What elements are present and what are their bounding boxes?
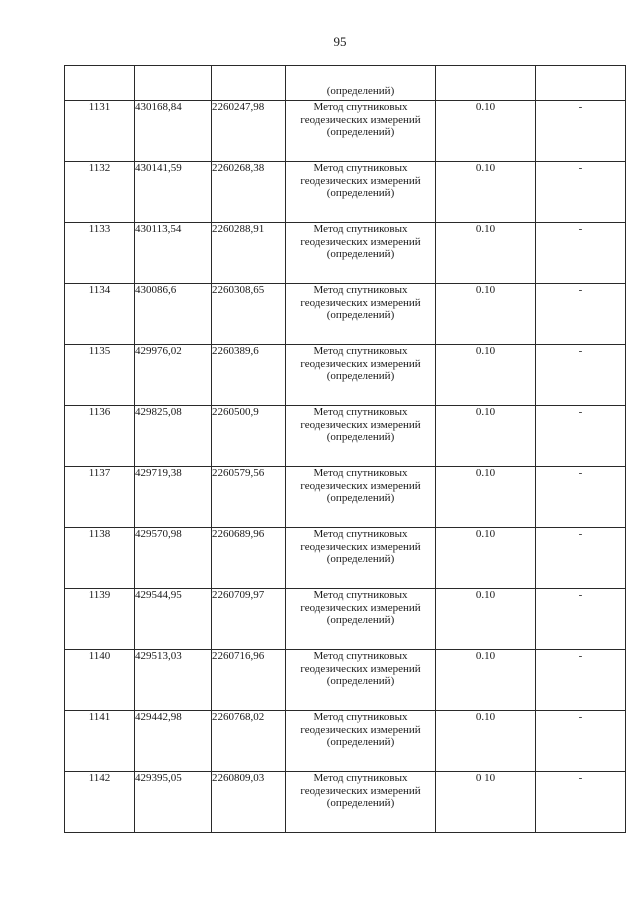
accuracy-value: 0.10 — [436, 467, 536, 528]
method-text: Метод спутниковых — [313, 711, 408, 723]
point-number: 1133 — [65, 223, 135, 284]
method-text: Метод спутниковых — [313, 772, 408, 784]
method-text: Метод спутниковых — [313, 162, 408, 174]
coordinate-y: 2260389,6 — [212, 345, 286, 406]
method-text: (определений) — [326, 675, 395, 688]
point-number: 1134 — [65, 284, 135, 345]
method-cell — [286, 650, 436, 711]
accuracy-value: 0.10 — [436, 162, 536, 223]
method-cell — [286, 406, 436, 467]
note-cell: - — [536, 284, 626, 345]
method-cell — [286, 101, 436, 162]
point-number: 1138 — [65, 528, 135, 589]
note-cell: - — [536, 711, 626, 772]
method-text: Метод спутниковых — [313, 589, 408, 601]
method-cell — [286, 284, 436, 345]
accuracy-value: 0.10 — [436, 650, 536, 711]
coordinates-table — [64, 65, 626, 833]
point-number: 1137 — [65, 467, 135, 528]
coordinate-y: 2260689,96 — [212, 528, 286, 589]
empty-cell — [212, 66, 286, 101]
point-number: 1131 — [65, 101, 135, 162]
table-row — [65, 467, 626, 528]
method-text: (определений) — [326, 187, 395, 200]
method-text: Метод спутниковых — [313, 467, 408, 479]
empty-cell — [65, 66, 135, 101]
point-number: 1136 — [65, 406, 135, 467]
accuracy-value: 0.10 — [436, 223, 536, 284]
accuracy-value: 0.10 — [436, 711, 536, 772]
method-text: Метод спутниковых — [313, 284, 408, 296]
coordinate-x: 430086,6 — [135, 284, 212, 345]
note-cell: - — [536, 345, 626, 406]
note-cell: - — [536, 223, 626, 284]
point-number: 1142 — [65, 772, 135, 833]
table-row — [65, 345, 626, 406]
method-text: геодезических измерений — [300, 357, 421, 370]
method-text: геодезических измерений — [300, 296, 421, 309]
empty-cell — [135, 66, 212, 101]
accuracy-value: 0.10 — [436, 528, 536, 589]
coordinate-y: 2260579,56 — [212, 467, 286, 528]
accuracy-value: 0.10 — [436, 589, 536, 650]
note-cell: - — [536, 101, 626, 162]
method-text: (определений) — [326, 370, 395, 383]
coordinate-x: 430141,59 — [135, 162, 212, 223]
method-text: геодезических измерений — [300, 479, 421, 492]
accuracy-value: 0.10 — [436, 406, 536, 467]
note-cell: - — [536, 467, 626, 528]
method-cell — [286, 589, 436, 650]
coordinate-x: 429570,98 — [135, 528, 212, 589]
table-row — [65, 406, 626, 467]
method-cell — [286, 467, 436, 528]
method-text: геодезических измерений — [300, 723, 421, 736]
coordinate-x: 429825,08 — [135, 406, 212, 467]
coordinate-y: 2260809,03 — [212, 772, 286, 833]
point-number: 1132 — [65, 162, 135, 223]
table-row — [65, 650, 626, 711]
method-text: Метод спутниковых — [313, 101, 408, 113]
accuracy-value: 0 10 — [436, 772, 536, 833]
note-cell: - — [536, 162, 626, 223]
note-cell: - — [536, 650, 626, 711]
point-number: 1141 — [65, 711, 135, 772]
point-number: 1140 — [65, 650, 135, 711]
method-text: геодезических измерений — [300, 540, 421, 553]
accuracy-value: 0.10 — [436, 101, 536, 162]
method-text: (определений) — [326, 797, 395, 810]
method-cell — [286, 772, 436, 833]
method-cell — [286, 223, 436, 284]
note-cell: - — [536, 772, 626, 833]
coordinate-y: 2260247,98 — [212, 101, 286, 162]
method-text: (определений) — [326, 614, 395, 627]
method-text: Метод спутниковых — [313, 406, 408, 418]
accuracy-value: 0.10 — [436, 345, 536, 406]
method-text: геодезических измерений — [300, 601, 421, 614]
method-text: (определений) — [326, 431, 395, 444]
method-text: Метод спутниковых — [313, 528, 408, 540]
method-text: (определений) — [326, 309, 395, 322]
coordinate-x: 429395,05 — [135, 772, 212, 833]
method-text: геодезических измерений — [300, 418, 421, 431]
coordinate-y: 2260716,96 — [212, 650, 286, 711]
method-text: (определений) — [326, 248, 395, 261]
method-text: Метод спутниковых — [313, 650, 408, 662]
method-cell — [286, 66, 436, 101]
method-text: геодезических измерений — [300, 662, 421, 675]
method-text: (определений) — [326, 85, 395, 98]
continuation-row — [65, 66, 626, 101]
coordinate-x: 430113,54 — [135, 223, 212, 284]
coordinate-x: 430168,84 — [135, 101, 212, 162]
empty-cell — [436, 66, 536, 101]
method-text: Метод спутниковых — [313, 345, 408, 357]
table-row — [65, 101, 626, 162]
note-cell: - — [536, 528, 626, 589]
accuracy-value: 0.10 — [436, 284, 536, 345]
table-row — [65, 528, 626, 589]
point-number: 1139 — [65, 589, 135, 650]
method-text: геодезических измерений — [300, 113, 421, 126]
method-text: (определений) — [326, 126, 395, 139]
page-number: 95 — [333, 34, 347, 49]
method-text: (определений) — [326, 492, 395, 505]
table-row — [65, 589, 626, 650]
table-row — [65, 284, 626, 345]
coordinate-x: 429719,38 — [135, 467, 212, 528]
table-row — [65, 162, 626, 223]
coordinate-x: 429442,98 — [135, 711, 212, 772]
method-text: геодезических измерений — [300, 784, 421, 797]
table-row — [65, 223, 626, 284]
table-row — [65, 772, 626, 833]
method-text: (определений) — [326, 553, 395, 566]
coordinate-y: 2260500,9 — [212, 406, 286, 467]
method-cell — [286, 345, 436, 406]
coordinate-y: 2260288,91 — [212, 223, 286, 284]
method-text: геодезических измерений — [300, 174, 421, 187]
method-text: геодезических измерений — [300, 235, 421, 248]
coordinate-x: 429976,02 — [135, 345, 212, 406]
coordinate-y: 2260768,02 — [212, 711, 286, 772]
method-cell — [286, 711, 436, 772]
method-cell — [286, 528, 436, 589]
method-cell — [286, 162, 436, 223]
note-cell: - — [536, 406, 626, 467]
empty-cell — [536, 66, 626, 101]
coordinate-y: 2260709,97 — [212, 589, 286, 650]
method-text: Метод спутниковых — [313, 223, 408, 235]
coordinate-x: 429513,03 — [135, 650, 212, 711]
table-row — [65, 711, 626, 772]
coordinate-y: 2260268,38 — [212, 162, 286, 223]
coordinate-y: 2260308,65 — [212, 284, 286, 345]
note-cell: - — [536, 589, 626, 650]
method-text: (определений) — [326, 736, 395, 749]
point-number: 1135 — [65, 345, 135, 406]
coordinate-x: 429544,95 — [135, 589, 212, 650]
